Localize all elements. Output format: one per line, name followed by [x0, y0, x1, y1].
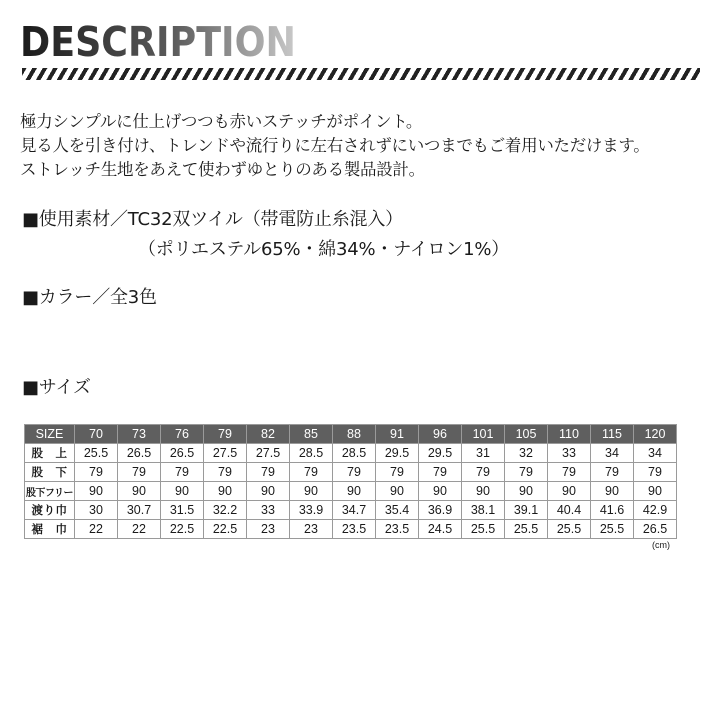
- description-line: 極力シンプルに仕上げつつも赤いステッチがポイント。: [20, 112, 423, 131]
- size-header-cell: 110: [548, 425, 591, 444]
- table-cell: 34: [591, 444, 634, 463]
- size-header-cell: 79: [204, 425, 247, 444]
- row-label-hem-width: 裾 巾: [25, 520, 75, 539]
- size-header-cell: 88: [333, 425, 376, 444]
- table-cell: 90: [462, 482, 505, 501]
- table-cell: 90: [591, 482, 634, 501]
- row-label-thigh-width: 渡り巾: [25, 501, 75, 520]
- table-cell: 79: [118, 463, 161, 482]
- color-label: ■カラー／全3色: [22, 287, 157, 308]
- table-cell: 79: [161, 463, 204, 482]
- table-cell: 22: [75, 520, 118, 539]
- table-cell: 79: [75, 463, 118, 482]
- row-label-inseam-free: 股下フリー: [25, 482, 75, 501]
- table-row: [25, 463, 677, 482]
- size-header-cell: 96: [419, 425, 462, 444]
- size-header-cell: 73: [118, 425, 161, 444]
- table-cell: 25.5: [75, 444, 118, 463]
- table-cell: 27.5: [204, 444, 247, 463]
- table-cell: 25.5: [462, 520, 505, 539]
- row-label-rise: 股 上: [25, 444, 75, 463]
- table-cell: 90: [505, 482, 548, 501]
- table-cell: 22: [118, 520, 161, 539]
- table-cell: 79: [204, 463, 247, 482]
- table-cell: 79: [247, 463, 290, 482]
- size-header-row: [25, 425, 677, 444]
- table-cell: 90: [290, 482, 333, 501]
- table-cell: 90: [419, 482, 462, 501]
- table-cell: 35.4: [376, 501, 419, 520]
- table-cell: 23.5: [333, 520, 376, 539]
- table-cell: 30.7: [118, 501, 161, 520]
- size-header-cell: 91: [376, 425, 419, 444]
- table-row: [25, 482, 677, 501]
- table-cell: 23.5: [376, 520, 419, 539]
- title-divider: [22, 68, 700, 80]
- table-cell: 25.5: [505, 520, 548, 539]
- table-cell: 90: [548, 482, 591, 501]
- size-header-cell: 85: [290, 425, 333, 444]
- table-cell: 90: [161, 482, 204, 501]
- unit-label: (cm): [652, 540, 670, 550]
- table-cell: 36.9: [419, 501, 462, 520]
- size-table: [24, 424, 677, 539]
- table-cell: 26.5: [161, 444, 204, 463]
- table-cell: 79: [290, 463, 333, 482]
- size-header-label: SIZE: [25, 425, 75, 444]
- table-cell: 32: [505, 444, 548, 463]
- table-cell: 28.5: [290, 444, 333, 463]
- size-header-cell: 76: [161, 425, 204, 444]
- table-row: [25, 444, 677, 463]
- material-label: ■使用素材／TC32双ツイル（帯電防止糸混入）: [22, 209, 403, 230]
- table-cell: 79: [333, 463, 376, 482]
- table-cell: 41.6: [591, 501, 634, 520]
- table-cell: 90: [204, 482, 247, 501]
- table-cell: 90: [333, 482, 376, 501]
- table-cell: 79: [376, 463, 419, 482]
- size-header-cell: 70: [75, 425, 118, 444]
- table-cell: 33.9: [290, 501, 333, 520]
- table-cell: 25.5: [591, 520, 634, 539]
- table-cell: 34: [634, 444, 677, 463]
- table-cell: 26.5: [634, 520, 677, 539]
- table-cell: 29.5: [376, 444, 419, 463]
- table-cell: 38.1: [462, 501, 505, 520]
- table-cell: 22.5: [204, 520, 247, 539]
- table-cell: 31.5: [161, 501, 204, 520]
- table-cell: 79: [548, 463, 591, 482]
- row-label-inseam: 股 下: [25, 463, 75, 482]
- table-cell: 29.5: [419, 444, 462, 463]
- size-header-cell: 120: [634, 425, 677, 444]
- table-cell: 90: [634, 482, 677, 501]
- table-row: [25, 520, 677, 539]
- table-cell: 79: [505, 463, 548, 482]
- table-cell: 23: [290, 520, 333, 539]
- table-cell: 25.5: [548, 520, 591, 539]
- table-cell: 26.5: [118, 444, 161, 463]
- size-header-cell: 105: [505, 425, 548, 444]
- page-title: [18, 12, 318, 68]
- size-header-cell: 101: [462, 425, 505, 444]
- table-cell: 79: [462, 463, 505, 482]
- material-detail: （ポリエステル65%・綿34%・ナイロン1%）: [138, 239, 510, 260]
- table-cell: 32.2: [204, 501, 247, 520]
- table-cell: 90: [75, 482, 118, 501]
- table-cell: 22.5: [161, 520, 204, 539]
- table-cell: 40.4: [548, 501, 591, 520]
- table-cell: 79: [419, 463, 462, 482]
- table-cell: 23: [247, 520, 290, 539]
- table-row: [25, 501, 677, 520]
- table-cell: 33: [548, 444, 591, 463]
- table-cell: 33: [247, 501, 290, 520]
- table-cell: 79: [591, 463, 634, 482]
- table-cell: 90: [376, 482, 419, 501]
- size-header-cell: 82: [247, 425, 290, 444]
- description: [20, 110, 649, 182]
- table-cell: 31: [462, 444, 505, 463]
- size-heading: ■サイズ: [22, 377, 91, 398]
- table-cell: 90: [247, 482, 290, 501]
- table-cell: 28.5: [333, 444, 376, 463]
- table-cell: 24.5: [419, 520, 462, 539]
- table-cell: 90: [118, 482, 161, 501]
- table-cell: 39.1: [505, 501, 548, 520]
- table-cell: 79: [634, 463, 677, 482]
- table-cell: 27.5: [247, 444, 290, 463]
- description-line: ストレッチ生地をあえて使わずゆとりのある製品設計。: [20, 160, 425, 179]
- table-cell: 42.9: [634, 501, 677, 520]
- size-header-cell: 115: [591, 425, 634, 444]
- page-title-text: DESCRIPTION: [20, 18, 296, 66]
- table-cell: 34.7: [333, 501, 376, 520]
- table-cell: 30: [75, 501, 118, 520]
- description-line: 見る人を引き付け、トレンドや流行りに左右されずにいつまでもご着用いただけます。: [20, 136, 650, 155]
